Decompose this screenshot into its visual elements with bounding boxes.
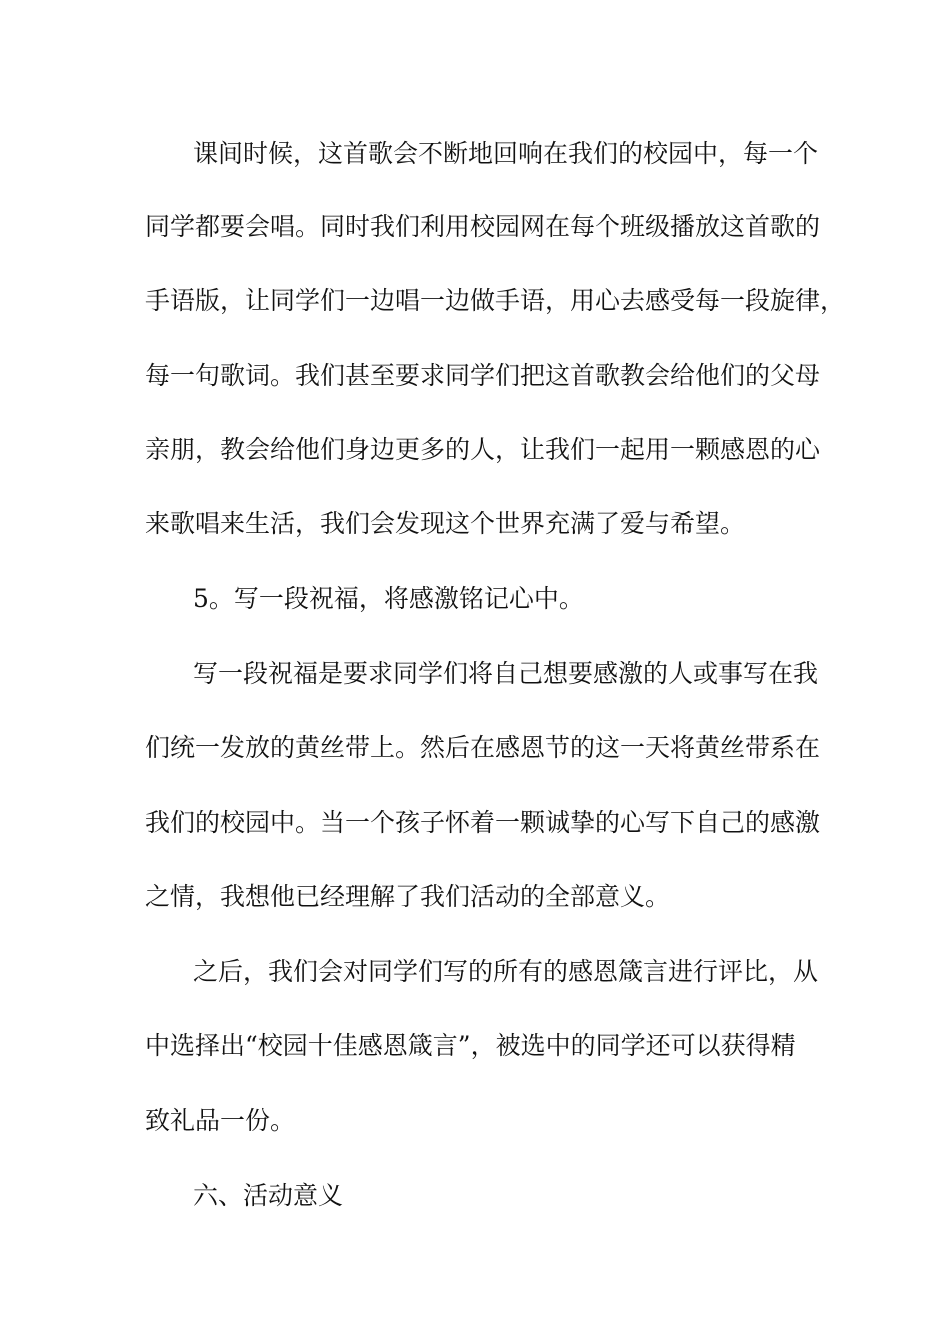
paragraph-1-line-6: 来歌唱来生活，我们会发现这个世界充满了爱与希望。 bbox=[145, 509, 746, 538]
paragraph-1-line-2: 同学都要会唱。同时我们利用校园网在每个班级播放这首歌的 bbox=[145, 212, 821, 241]
paragraph-3-line-1: 之后，我们会对同学们写的所有的感恩箴言进行评比，从 bbox=[193, 957, 819, 986]
paragraph-1-line-4: 每一句歌词。我们甚至要求同学们把这首歌教会给他们的父母 bbox=[145, 361, 821, 390]
paragraph-1-line-3: 手语版，让同学们一边唱一边做手语，用心去感受每一段旋律， bbox=[145, 286, 846, 315]
paragraph-1-line-5: 亲朋，教会给他们身边更多的人，让我们一起用一颗感恩的心 bbox=[145, 435, 821, 464]
paragraph-3-line-2: 中选择出“校园十佳感恩箴言”，被选中的同学还可以获得精 bbox=[145, 1031, 796, 1060]
paragraph-2-line-4: 之情，我想他已经理解了我们活动的全部意义。 bbox=[145, 882, 671, 911]
paragraph-3-line-3: 致礼品一份。 bbox=[145, 1106, 296, 1135]
item-5-heading: 5。写一段祝福，将感激铭记心中。 bbox=[193, 584, 584, 613]
paragraph-2-line-1: 写一段祝福是要求同学们将自己想要感激的人或事写在我 bbox=[193, 659, 819, 688]
section-6-heading: 六、活动意义 bbox=[193, 1181, 344, 1210]
paragraph-2-line-3: 我们的校园中。当一个孩子怀着一颗诚挚的心写下自己的感激 bbox=[145, 808, 821, 837]
paragraph-2-line-2: 们统一发放的黄丝带上。然后在感恩节的这一天将黄丝带系在 bbox=[145, 733, 821, 762]
paragraph-1-line-1: 课间时候，这首歌会不断地回响在我们的校园中，每一个 bbox=[193, 139, 819, 168]
